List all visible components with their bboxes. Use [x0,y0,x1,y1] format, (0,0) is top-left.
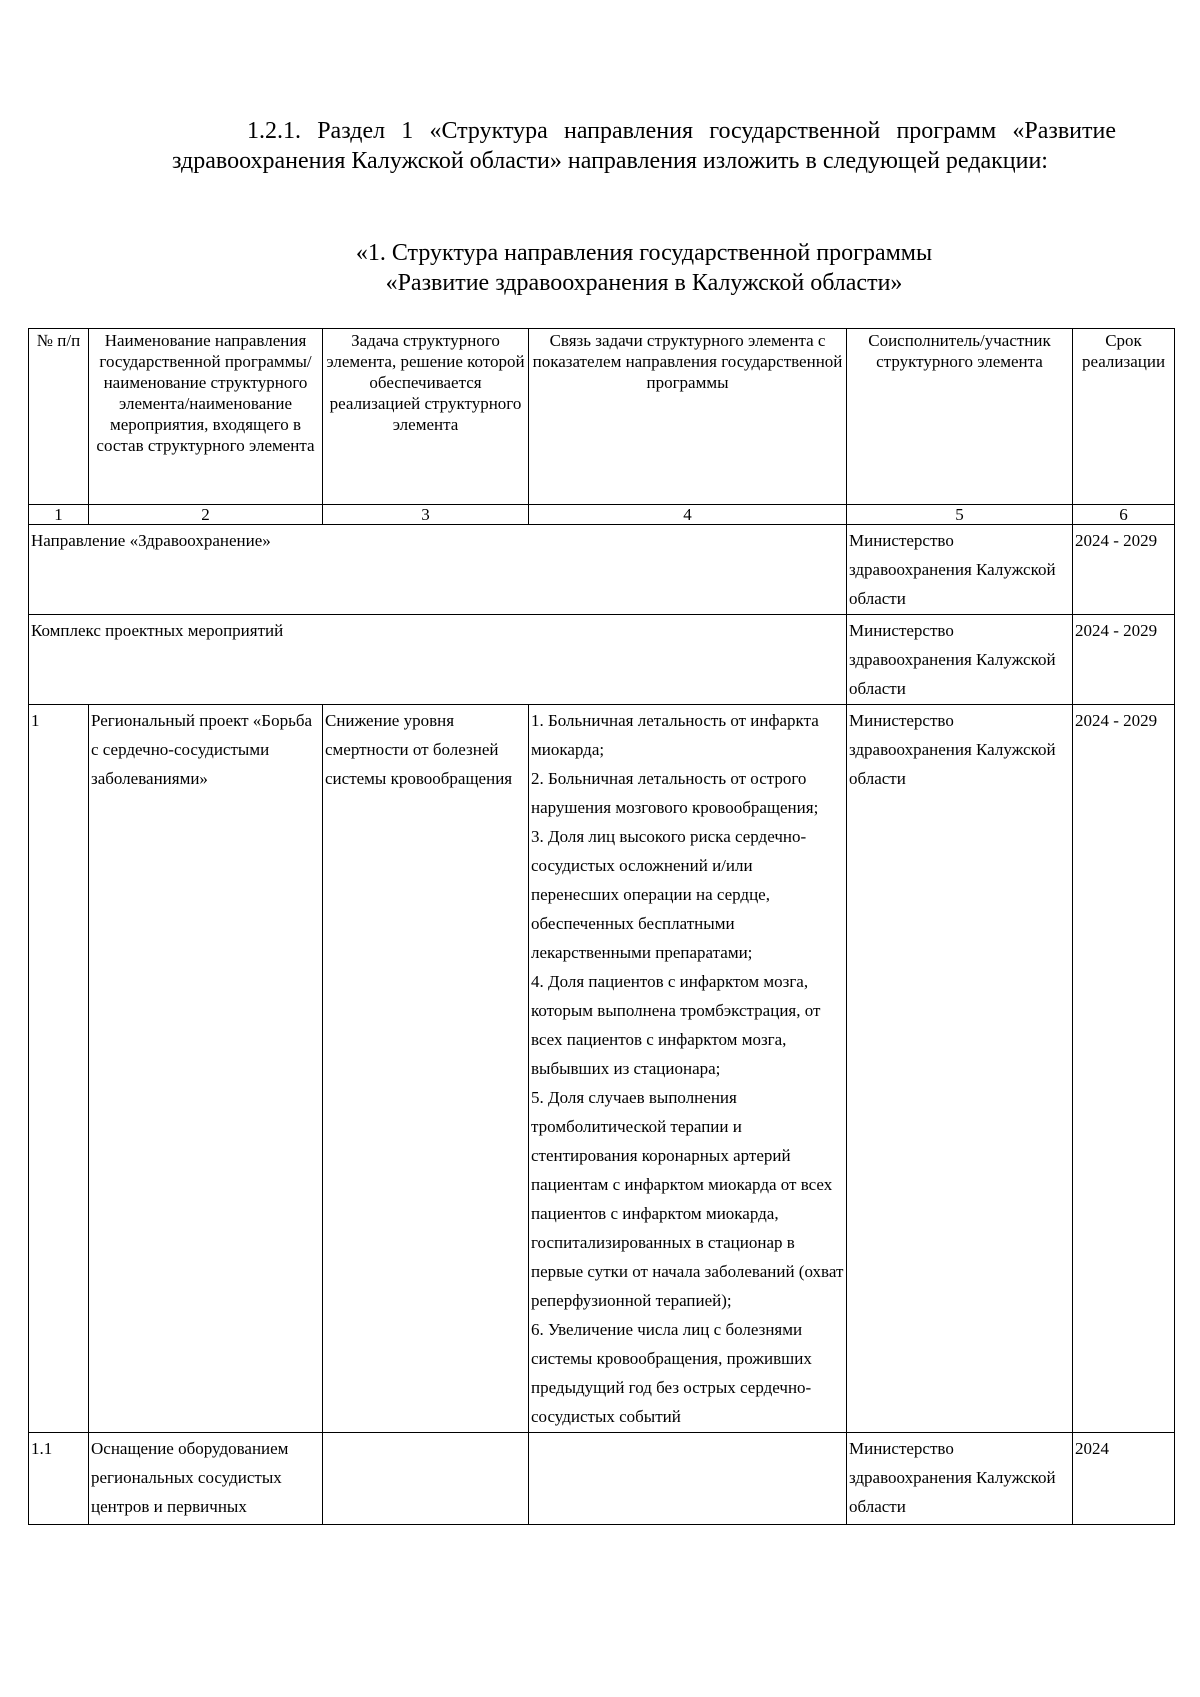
column-number: 5 [847,505,1073,525]
row-task: Снижение уровня смертности от болезней системы кровообращения [323,705,529,1433]
row-name: Оснащение оборудованием региональных сосудистых центров и первичных [89,1433,323,1525]
header-period: Срок реализации [1073,329,1175,505]
intro-paragraph: 1.2.1. Раздел 1 «Структура направления государственной программ «Развитие здравоохранения Калужской области» направления изложить в следующей редакции: [172,118,1116,174]
header-name: Наименование направления государственной программы/наименование структурного элемента/наименование мероприятия, входящего в состав структурного элемента [89,329,323,505]
section-heading [172,238,1116,298]
section-executor: Министерство здравоохранения Калужской области [847,525,1073,615]
section-title: Комплекс проектных мероприятий [29,615,847,705]
indicator-item: 1. Больничная летальность от инфаркта миокарда; [531,711,819,759]
heading-line-1: «1. Структура направления государственной программы [355,240,933,266]
indicator-item: 3. Доля лиц высокого риска сердечно-сосудистых осложнений и/или перенесших операции на сердце, обеспеченных бесплатными лекарственными препаратами; [531,827,807,962]
row-period: 2024 - 2029 [1073,705,1175,1433]
column-number: 2 [89,505,323,525]
indicator-item: 2. Больничная летальность от острого нарушения мозгового кровообращения; [531,769,819,817]
section-row-direction [29,525,1175,615]
row-indicators [529,1433,847,1525]
section-period: 2024 - 2029 [1073,615,1175,705]
column-number: 3 [323,505,529,525]
section-executor: Министерство здравоохранения Калужской области [847,615,1073,705]
section-title: Направление «Здравоохранение» [29,525,847,615]
header-indicator-link: Связь задачи структурного элемента с показателем направления государственной программы [529,329,847,505]
header-executor: Соисполнитель/участник структурного элемента [847,329,1073,505]
row-period: 2024 [1073,1433,1175,1525]
row-executor: Министерство здравоохранения Калужской области [847,1433,1073,1525]
indicator-item: 4. Доля пациентов с инфарктом мозга, которым выполнена тромбэкстрация, от всех пациентов с инфарктом мозга, выбывших из стационара; [531,972,821,1078]
row-number: 1 [29,705,89,1433]
table-row [29,1433,1175,1525]
row-executor: Министерство здравоохранения Калужской области [847,705,1073,1433]
header-num: № п/п [29,329,89,505]
section-period: 2024 - 2029 [1073,525,1175,615]
column-number: 6 [1073,505,1175,525]
table-row [29,705,1175,1433]
indicator-item: 5. Доля случаев выполнения тромболитической терапии и стентирования коронарных артерий пациентам с инфарктом миокарда от всех пациентов с инфарктом миокарда, госпитализированных в стационар в первые сутки от начала заболеваний (охват реперфузионной терапией); [531,1088,844,1310]
row-indicators [529,705,847,1433]
heading-line-2: «Развитие здравоохранения в Калужской области» [385,270,903,296]
row-task [323,1433,529,1525]
row-number: 1.1 [29,1433,89,1525]
indicator-item: 6. Увеличение числа лиц с болезнями системы кровообращения, проживших предыдущий год без острых сердечно-сосудистых событий [531,1320,812,1426]
row-name: Региональный проект «Борьба с сердечно-сосудистыми заболеваниями» [89,705,323,1433]
column-number: 4 [529,505,847,525]
structure-table [28,328,1175,1525]
column-number: 1 [29,505,89,525]
header-row [29,329,1175,505]
section-row-complex [29,615,1175,705]
header-task: Задача структурного элемента, решение которой обеспечивается реализацией структурного элемента [323,329,529,505]
column-number-row [29,505,1175,525]
